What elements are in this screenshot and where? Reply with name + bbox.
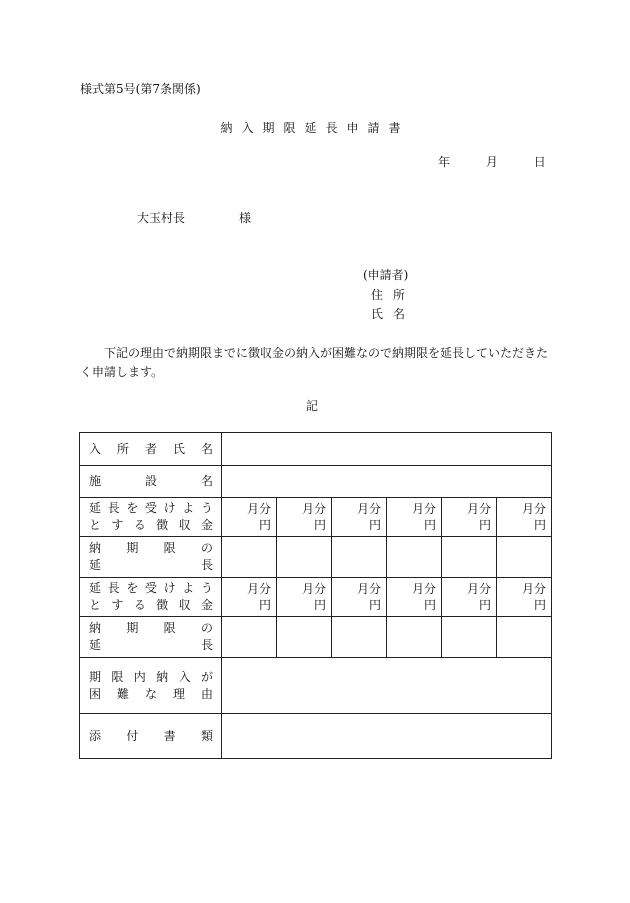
row-deadline-extension-2 — [80, 617, 552, 658]
field-attachments[interactable] — [222, 714, 552, 759]
label-text: と す る 徴 収 金 — [89, 518, 213, 532]
date-month: 月 — [485, 155, 498, 169]
row-amount-1 — [80, 498, 552, 537]
label-resident-name — [80, 433, 222, 466]
label-text: と す る 徴 収 金 — [89, 598, 213, 612]
row-attachments — [80, 714, 552, 759]
extension-cell[interactable] — [497, 617, 552, 658]
field-reason[interactable] — [222, 658, 552, 714]
label-attachments — [80, 714, 222, 759]
addressee-honorific: 様 — [239, 211, 252, 225]
addressee-name: 大玉村長 — [137, 211, 186, 225]
applicant-name-label: 氏名 — [371, 307, 416, 321]
amount-cell[interactable]: 月分 円 — [277, 578, 332, 617]
label-amount-2 — [80, 578, 222, 617]
body-text: 下記の理由で納期限までに徴収金の納入が困難なので納期限を延長していただきたく申請します。 — [80, 346, 549, 379]
date-year: 年 — [438, 155, 451, 169]
amount-cell[interactable]: 月分 円 — [497, 578, 552, 617]
label-reason — [80, 658, 222, 714]
row-deadline-extension-1 — [80, 537, 552, 578]
label-deadline-extension-2: 納 期 限 の 延 長 — [80, 617, 222, 658]
extension-cell[interactable] — [442, 617, 497, 658]
amount-cell[interactable]: 月分 円 — [387, 578, 442, 617]
label-facility-name — [80, 466, 222, 498]
document-title: 納入期限延長申請書 — [220, 121, 410, 135]
amount-cell[interactable]: 月分 円 — [387, 498, 442, 537]
label-amount-1 — [80, 498, 222, 537]
applicant-heading: (申請者) — [363, 268, 409, 282]
date-line — [438, 155, 566, 169]
label-deadline-extension-1: 納 期 限 の 延 長 — [80, 537, 222, 578]
label-text: 延 長 を 受 け よ う — [89, 581, 213, 595]
label-text: 納 期 限 の — [89, 541, 213, 555]
addressee — [137, 211, 251, 225]
label-text: 納 期 限 の — [89, 621, 213, 635]
extension-cell[interactable] — [387, 537, 442, 578]
amount-cell[interactable]: 月分 円 — [332, 498, 387, 537]
label-text: 期 限 内 納 入 が — [89, 669, 213, 684]
field-resident-name[interactable] — [222, 433, 552, 466]
label-text: 添 付 書 類 — [89, 728, 213, 743]
row-resident-name — [80, 433, 552, 466]
extension-cell[interactable] — [222, 537, 277, 578]
date-day: 日 — [533, 155, 546, 169]
application-table — [79, 432, 552, 759]
amount-cell[interactable]: 月分 円 — [277, 498, 332, 537]
extension-cell[interactable] — [332, 617, 387, 658]
label-text: 困 難 な 理 由 — [89, 686, 213, 701]
amount-cell[interactable]: 月分 円 — [497, 498, 552, 537]
label-text: 延 長 を 受 け よ う — [89, 501, 213, 515]
amount-cell[interactable]: 月分 円 — [222, 498, 277, 537]
label-text: 施 設 名 — [89, 474, 213, 488]
amount-cell[interactable]: 月分 円 — [222, 578, 277, 617]
extension-cell[interactable] — [222, 617, 277, 658]
row-amount-2 — [80, 578, 552, 617]
extension-cell[interactable] — [442, 537, 497, 578]
extension-cell[interactable] — [277, 537, 332, 578]
field-facility-name[interactable] — [222, 466, 552, 498]
applicant-address-label: 住所 — [371, 288, 416, 302]
row-reason — [80, 658, 552, 714]
extension-cell[interactable] — [387, 617, 442, 658]
amount-cell[interactable]: 月分 円 — [442, 578, 497, 617]
label-text: 入 所 者 氏 名 — [89, 441, 213, 456]
extension-cell[interactable] — [497, 537, 552, 578]
form-number: 様式第5号(第7条関係) — [80, 82, 201, 96]
extension-cell[interactable] — [277, 617, 332, 658]
amount-cell[interactable]: 月分 円 — [332, 578, 387, 617]
ki-heading: 記 — [306, 399, 319, 413]
extension-cell[interactable] — [332, 537, 387, 578]
row-facility-name — [80, 466, 552, 498]
amount-cell[interactable]: 月分 円 — [442, 498, 497, 537]
